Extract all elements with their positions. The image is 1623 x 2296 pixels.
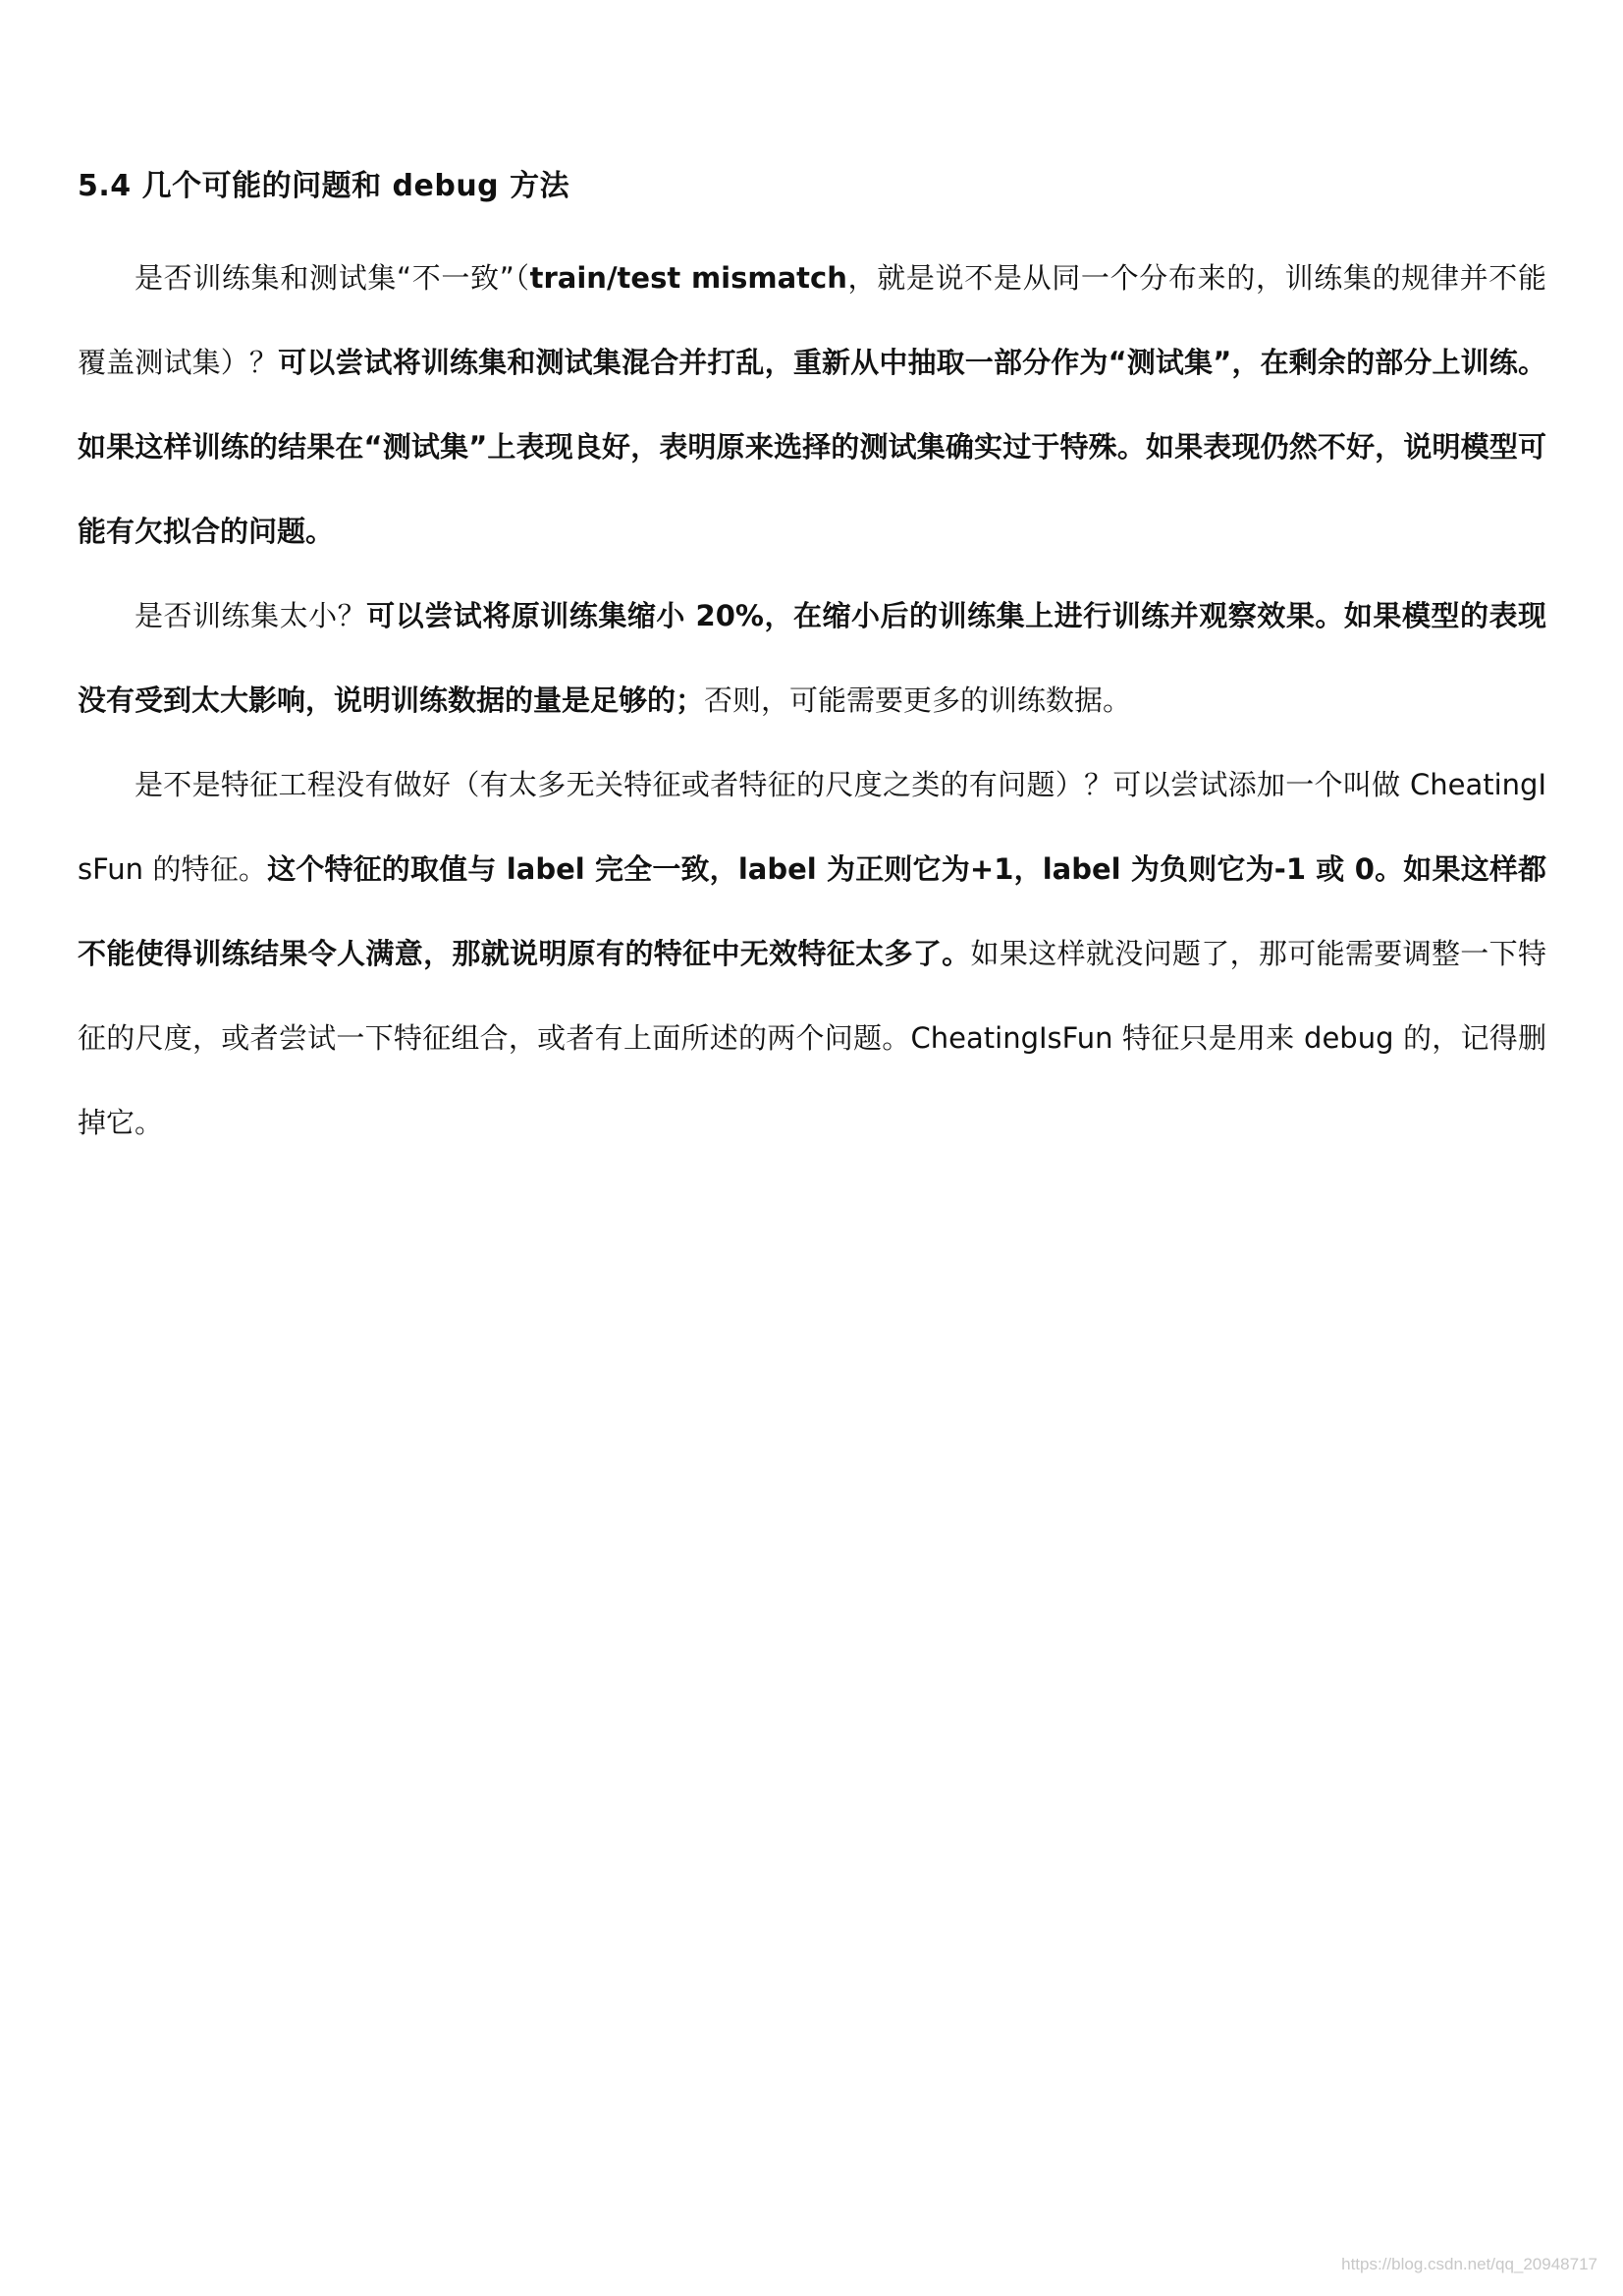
paragraph-text: 如果这样就没问题了，那可能需要调整一下特征的尺度，或者尝试一下特征组合，或者有上面所述的两个问题。CheatingIsFun 特征只是用来 debug 的，记得删掉它。 (78, 937, 1546, 1139)
paragraph-text: 是否训练集太小？ (135, 599, 367, 632)
document-page (78, 167, 1546, 1165)
paragraph-bold-text: train/test mismatch (529, 261, 847, 295)
paragraph-text: ，就是说不是从同一个分布来的，训练集的规律并不能覆盖测试集）？ (78, 261, 1546, 379)
paragraph-text: 是否训练集和测试集“不一致”（ (135, 261, 530, 295)
paragraph-small-training-set (78, 574, 1546, 742)
paragraph-text: 否则，可能需要更多的训练数据。 (704, 683, 1132, 717)
section-heading: 5.4 几个可能的问题和 debug 方法 (78, 169, 570, 203)
paragraph-feature-engineering (78, 742, 1546, 1165)
paragraph-bold-text: 这个特征的取值与 label 完全一致，label 为正则它为+1，label 为负则它为-1 或 0。如果这样都不能使得训练结果令人满意，那就说明原有的特征中无效特征太多了。 (78, 852, 1546, 970)
watermark-url: https://blog.csdn.net/qq_20948717 (1341, 2255, 1597, 2273)
paragraph-bold-text: 可以尝试将原训练集缩小 20%，在缩小后的训练集上进行训练并观察效果。如果模型的表现没有受到太大影响，说明训练数据的量是足够的； (78, 599, 1546, 717)
paragraph-bold-text: 可以尝试将训练集和测试集混合并打乱，重新从中抽取一部分作为“测试集”，在剩余的部分上训练。如果这样训练的结果在“测试集”上表现良好，表明原来选择的测试集确实过于特殊。如果表现仍然不好，说明模型可能有欠拟合的问题。 (78, 346, 1546, 548)
paragraph-text: 是不是特征工程没有做好（有太多无关特征或者特征的尺度之类的有问题）？可以尝试添加一个叫做 CheatingIsFun 的特征。 (78, 768, 1546, 886)
paragraph-train-test-mismatch (78, 236, 1546, 574)
